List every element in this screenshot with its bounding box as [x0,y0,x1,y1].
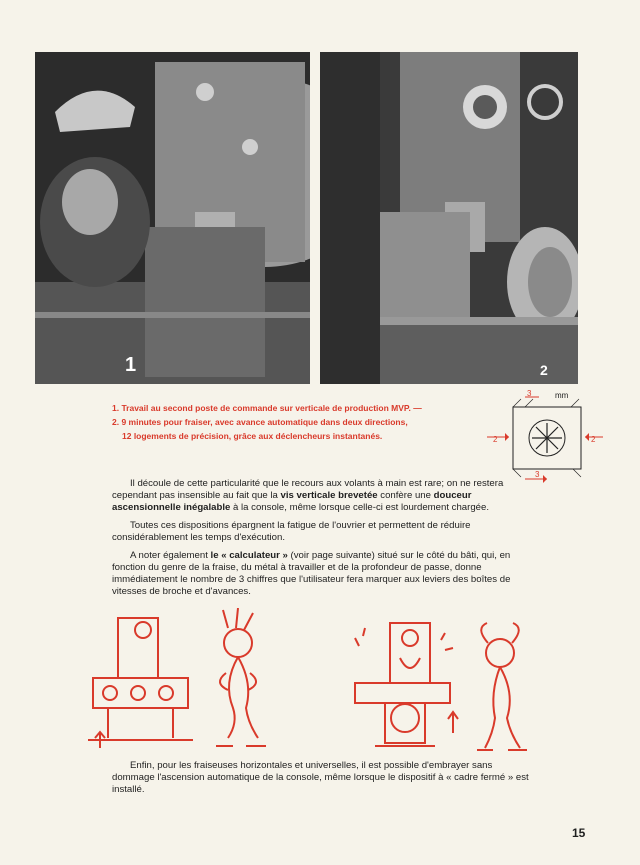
diagram-dim-top: 3 [527,389,532,398]
para1-bold-1: vis verticale brevetée [280,490,378,501]
caption-photo-1: 1. Travail au second poste de commande sur verticale de production MVP. — [112,403,422,413]
caption-photo-2-line-2: 12 logements de précision, grâce aux déclencheurs instantanés. [122,431,383,441]
para1-bold-2: douceur ascensionnelle inégalable [112,490,472,513]
para1-text-3: à la console, même lorsque celle-ci est lourdement chargée. [230,502,490,513]
photo-machinist-control-station [35,52,310,384]
cartoon-right-drawing [345,618,535,758]
body-text-upper [112,478,532,598]
photo-1-illustration [35,52,310,384]
diagram-dim-left: 2 [493,435,498,444]
paragraph-fraiseuses-horizontales: Enfin, pour les fraiseuses horizontales et universelles, il est possible d'embrayer sans dommage l'ascension automatique de la console, même lorsque le dispositif à « cadre fermé » est installé. [112,760,529,795]
photo-1-number: 1 [125,354,137,376]
para1-text-1: Il découle de cette particularité que le recours aux volants à main est rare; on ne restera cependant pas insensible au fait que la [112,478,504,501]
para3-bold-1: le « calculateur » [210,550,288,561]
cartoon-left-drawing [88,608,288,758]
para3-text-1: A noter également [130,550,211,561]
caption-photo-2-line-1: 2. 9 minutes pour fraiser, avec avance automatique dans deux directions, [112,417,408,427]
diagram-dim-bottom: 3 [535,470,540,479]
paragraph-calculateur [112,550,532,598]
diagram-drawing [485,393,605,485]
body-text-lower [112,760,532,796]
precision-housing-diagram [485,389,605,485]
diagram-dim-right: 2 [591,435,596,444]
photo-vertical-milling-machine [320,52,578,384]
para1-text-2: confère une [377,490,434,501]
photo-2-number: 2 [540,362,548,378]
photo-captions [112,403,482,445]
para3-text-2: (voir page suivante) situé sur le côté du bâti, qui, en fonction du genre de la fraise, du métal à travailler et de la profondeur de passe, donne immédiatement le nombre de 3 chiffres que l'utilisateur fera marquer aux leviers des boîtes de vitesses de broche et d'avances. [112,550,511,597]
cartoon-machine-and-indian-left [88,608,288,758]
paragraph-dispositions: Toutes ces dispositions épargnent la fatigue de l'ouvrier et permettent de réduire considérablement les temps d'exécution. [112,520,471,543]
page-number: 15 [572,826,586,840]
photo-2-illustration [320,52,578,384]
paragraph-vis-verticale [112,478,532,514]
diagram-unit-label: mm [555,391,569,400]
cartoon-machine-and-indian-right [345,618,535,758]
